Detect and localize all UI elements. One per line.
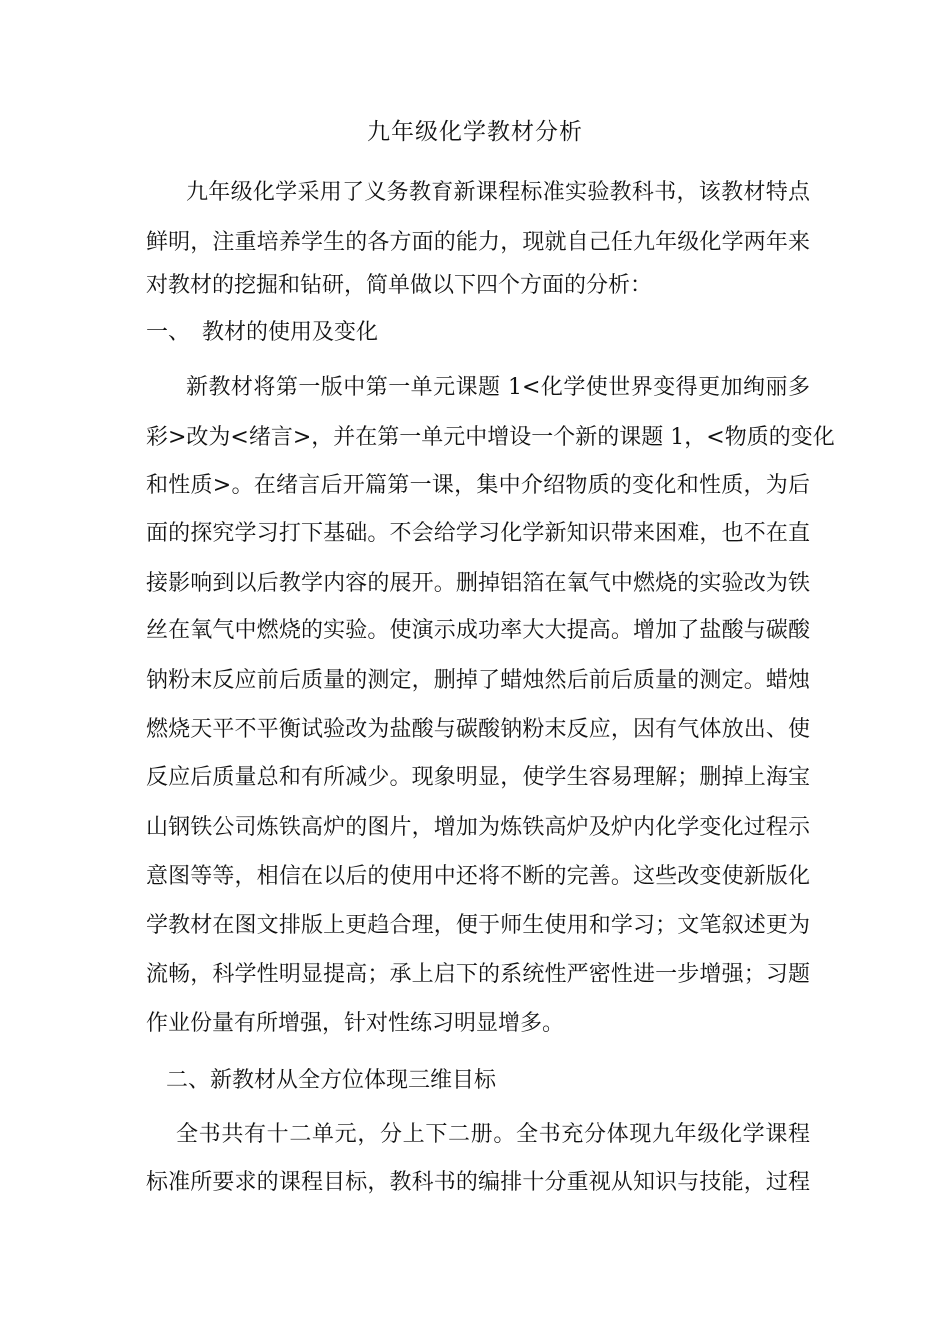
- document-title: 九年级化学教材分析: [367, 119, 583, 145]
- section1-line-3: 和性质>。在绪言后开篇第一课，集中介绍物质的变化和性质，为后: [146, 473, 810, 498]
- section1-line-13: 流畅，科学性明显提高；承上启下的系统性严密性进一步增强；习题: [146, 962, 810, 987]
- section1-line-5: 接影响到以后教学内容的展开。删掉铝箔在氧气中燃烧的实验改为铁: [146, 571, 810, 596]
- section2-line-2: 标准所要求的课程目标，教科书的编排十分重视从知识与技能，过程: [146, 1170, 810, 1195]
- section1-line-7: 钠粉末反应前后质量的测定，删掉了蜡烛然后前后质量的测定。蜡烛: [146, 668, 810, 693]
- section1-line-14: 作业份量有所增强，针对性练习明显增多。: [146, 1011, 565, 1036]
- section1-line-11: 意图等等，相信在以后的使用中还将不断的完善。这些改变使新版化: [146, 864, 810, 889]
- section1-line-4: 面的探究学习打下基础。不会给学习化学新知识带来困难，也不在直: [146, 521, 810, 546]
- intro-line-1: 九年级化学采用了义务教育新课程标准实验教科书，该教材特点: [186, 180, 810, 205]
- section1-line-2: 彩>改为<绪言>，并在第一单元中增设一个新的课题 1，<物质的变化: [146, 425, 835, 450]
- intro-line-2: 鲜明，注重培养学生的各方面的能力，现就自己任九年级化学两年来: [146, 230, 810, 255]
- section2-line-1: 全书共有十二单元，分上下二册。全书充分体现九年级化学课程: [176, 1122, 810, 1147]
- section1-line-9: 反应后质量总和有所减少。现象明显，使学生容易理解；删掉上海宝: [146, 765, 810, 790]
- section1-number: 一、: [146, 320, 191, 345]
- section2-heading: 二、新教材从全方位体现三维目标: [166, 1068, 497, 1093]
- section1-line-6: 丝在氧气中燃烧的实验。使演示成功率大大提高。增加了盐酸与碳酸: [146, 618, 810, 643]
- section1-line-1: 新教材将第一版中第一单元课题 1<化学使世界变得更加绚丽多: [186, 375, 810, 400]
- section1-line-8: 燃烧天平不平衡试验改为盐酸与碳酸钠粉末反应，因有气体放出、使: [146, 717, 810, 742]
- section1-line-12: 学教材在图文排版上更趋合理，便于师生使用和学习；文笔叙述更为: [146, 913, 810, 938]
- intro-line-3: 对教材的挖掘和钻研，简单做以下四个方面的分析：: [146, 273, 653, 298]
- section1-heading: 教材的使用及变化: [202, 320, 379, 345]
- section1-line-10: 山钢铁公司炼铁高炉的图片，增加为炼铁高炉及炉内化学变化过程示: [146, 815, 810, 840]
